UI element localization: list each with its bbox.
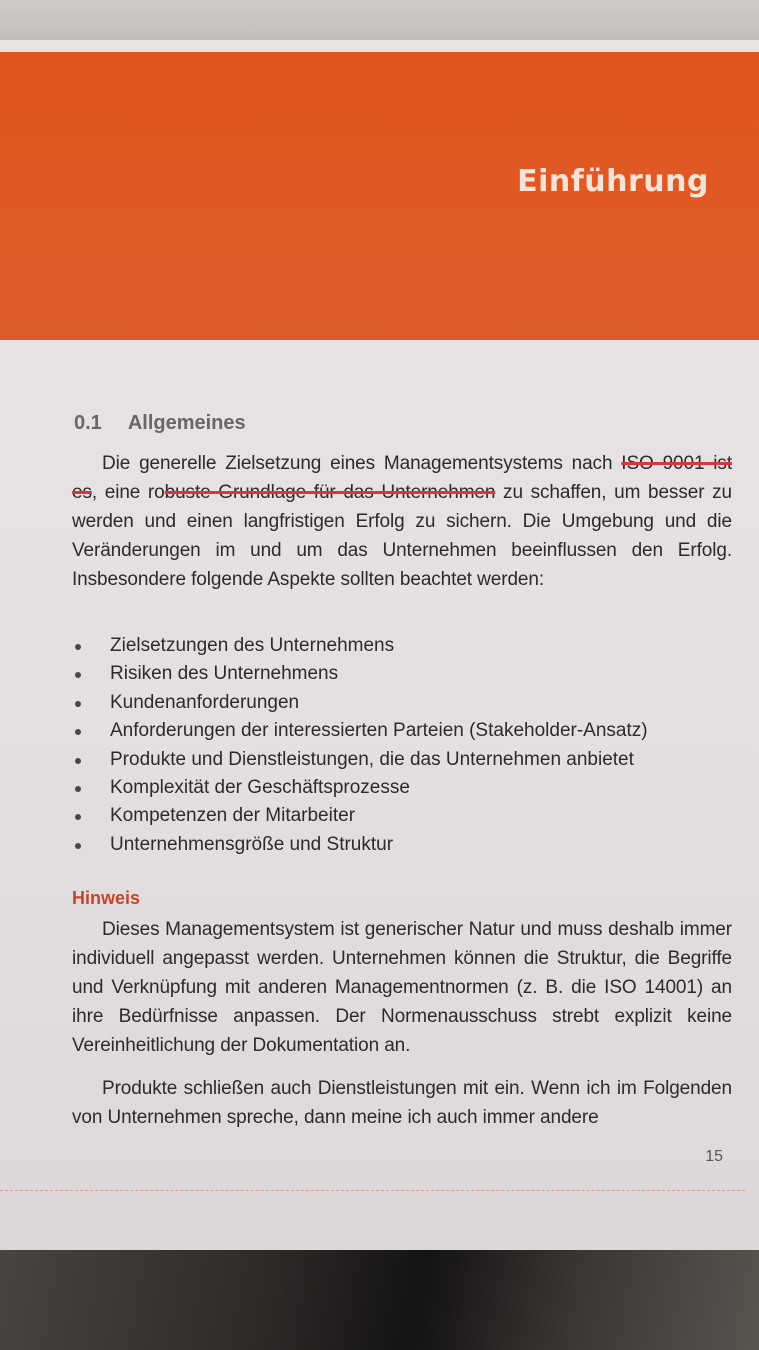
list-item: Unternehmensgröße und Struktur bbox=[72, 831, 732, 859]
intro-paragraph bbox=[72, 449, 732, 594]
intro-text-start: Die generelle Zielsetzung eines Managementsystems nach bbox=[102, 453, 622, 474]
page-number: 15 bbox=[705, 1148, 723, 1165]
closing-text: Produkte schließen auch Dienstleistungen mit ein. Wenn ich im Folgenden von Unternehmen spreche, dann meine ich auch immer andere bbox=[72, 1078, 732, 1128]
list-item: Risiken des Unternehmens bbox=[72, 660, 732, 688]
bullet-icon bbox=[75, 758, 81, 764]
bullet-icon bbox=[75, 843, 81, 849]
bullet-icon bbox=[75, 701, 81, 707]
footer-rule bbox=[0, 1190, 745, 1191]
list-item: Komplexität der Geschäftsprozesse bbox=[72, 774, 732, 802]
book-page bbox=[0, 40, 759, 1260]
section-title: Allgemeines bbox=[127, 412, 246, 434]
intro-text-middle: , eine ro bbox=[91, 482, 165, 503]
intro-text-end: zu schaffen, um besser zu werden und einen langfristigen Erfolg zu sichern. Die Umgebung und die Veränderungen im und um das Unternehmen beeinflussen den Erfolg. Insbesondere folgende Aspekte sollten beachtet werden: bbox=[72, 482, 732, 590]
note-heading: Hinweis bbox=[72, 888, 141, 908]
background-surface-bottom bbox=[0, 1250, 759, 1350]
aspects-list bbox=[72, 632, 732, 859]
list-item: Zielsetzungen des Unternehmens bbox=[72, 632, 732, 660]
note-paragraph bbox=[72, 915, 732, 1060]
closing-paragraph bbox=[72, 1074, 732, 1132]
bullet-icon bbox=[75, 786, 81, 792]
chapter-title: Einführung bbox=[517, 164, 709, 199]
bullet-icon bbox=[75, 644, 81, 650]
note-text: Dieses Managementsystem ist generischer Natur und muss deshalb immer individuell angepasst werden. Unternehmen können die Struktur, die Begriffe und Verknüpfung mit anderen Managementnormen (z. B. die ISO 14001) an ihre Bedürfnisse anpassen. Der Normenausschuss strebt explizit keine Vereinheitlichung der Dokumentation an. bbox=[72, 919, 732, 1056]
bullet-icon bbox=[75, 814, 81, 820]
section-number: 0.1 bbox=[74, 412, 102, 434]
list-item: Kundenanforderungen bbox=[72, 689, 732, 717]
list-item: Produkte und Dienstleistungen, die das Unternehmen anbietet bbox=[72, 746, 732, 774]
section-heading bbox=[74, 412, 246, 435]
highlighted-text-iso: ISO 9001 ist es bbox=[72, 453, 732, 503]
list-item: Kompetenzen der Mitarbeiter bbox=[72, 802, 732, 830]
highlighted-text-foundation: buste Grundlage für das Unternehmen bbox=[164, 482, 496, 503]
list-item: Anforderungen der interessierten Parteien (Stakeholder-Ansatz) bbox=[72, 717, 732, 745]
page-content bbox=[0, 40, 759, 1260]
bullet-icon bbox=[75, 672, 81, 678]
bullet-icon bbox=[75, 729, 81, 735]
